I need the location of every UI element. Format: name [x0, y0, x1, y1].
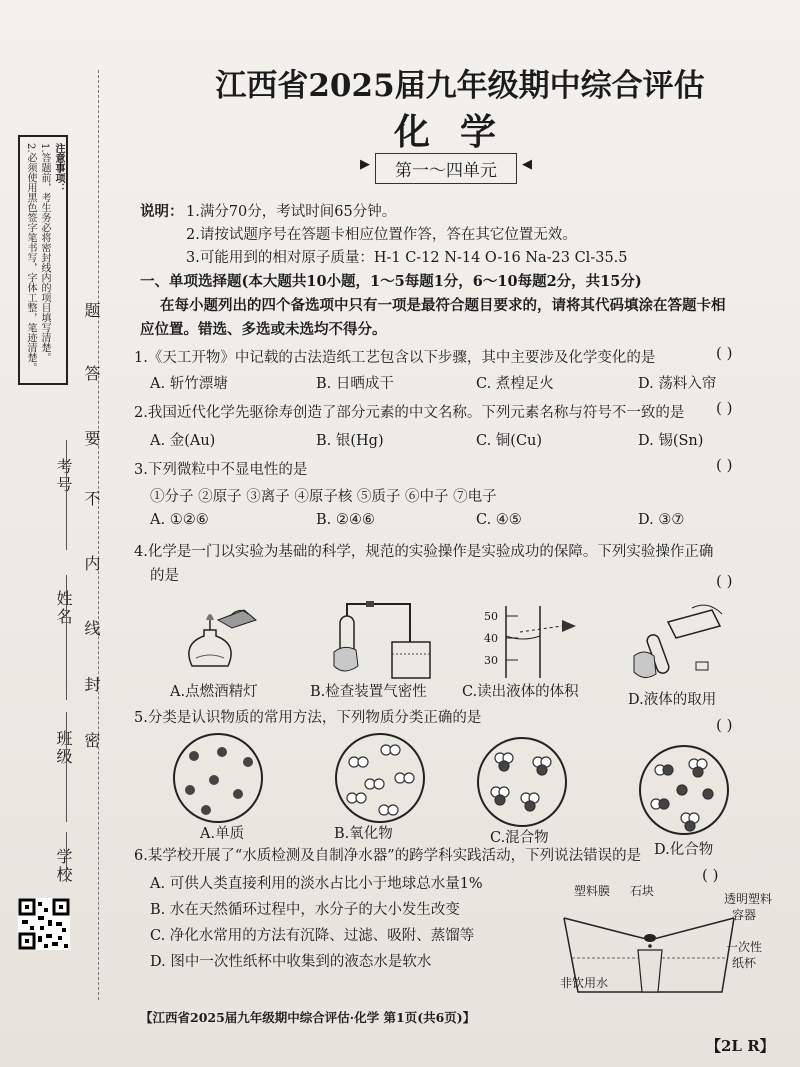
label-container-2: 容器: [732, 908, 757, 922]
label-stone: 石块: [630, 884, 655, 898]
instructions-label: 说明：: [140, 203, 184, 220]
q2-stem: 2.我国近代化学先驱徐寿创造了部分元素的中文名称。下列元素名称与符号不一致的是: [134, 405, 685, 421]
section-heading: 一、单项选择题(本大题共10小题，1～5每题1分，6～10每题2分，共15分): [140, 273, 642, 290]
particle-diagram-d: [638, 744, 730, 836]
fill-line: [66, 712, 67, 822]
label-container-1: 透明塑料: [724, 892, 773, 906]
page-footer: 【江西省2025届九年级期中综合评估·化学 第1页(共6页)】: [140, 1010, 476, 1025]
label-cup-2: 纸杯: [732, 956, 757, 970]
q1-option-a: A. 斩竹漂塘: [150, 376, 228, 392]
field-name: 姓名: [54, 590, 73, 626]
scale-50: 50: [484, 610, 498, 623]
instruction-1: 1.满分70分，考试时间65分钟。: [186, 204, 397, 220]
q2-option-b: B. 银(Hg): [316, 433, 384, 449]
q5-stem: 5.分类是认识物质的常用方法，下列物质分类正确的是: [134, 710, 482, 726]
field-exam-number: 考号: [54, 458, 73, 494]
field-class: 班级: [54, 730, 73, 766]
label-cup-1: 一次性: [726, 940, 763, 954]
q4-caption-b: B.检查装置气密性: [310, 684, 427, 700]
q6-option-d: D. 图中一次性纸杯中收集到的液态水是软水: [150, 954, 432, 970]
q3-items: ①分子 ②原子 ③离子 ④原子核 ⑤质子 ⑥中子 ⑦电子: [150, 489, 497, 505]
seal-char: 答: [82, 365, 101, 383]
q6-option-b: B. 水在天然循环过程中，水分子的大小发生改变: [150, 902, 460, 918]
notice-item-1: 1.答题前，考生务必将密封线内的项目填写清楚。: [39, 143, 50, 363]
liquid-transfer-figure: [632, 604, 732, 686]
seal-char: 线: [82, 620, 101, 638]
q3-option-c: C. ④⑤: [476, 512, 522, 528]
particle-diagram-b: [334, 732, 426, 824]
scale-40: 40: [484, 632, 498, 645]
q6-option-a: A. 可供人类直接利用的淡水占比小于地球总水量1%: [150, 876, 483, 892]
seal-line: [98, 70, 99, 1000]
unit-range: ▶ 第一～四单元 ◀: [375, 153, 517, 184]
q5-caption-d: D.化合物: [654, 842, 714, 858]
q1-option-d: D. 荡料入帘: [638, 376, 717, 392]
label-plastic-film: 塑料膜: [574, 884, 611, 898]
notice-item-2: 2.必须使用黑色签字笔书写，字体工整，笔迹清楚。: [25, 143, 36, 373]
q3-stem: 3.下列微粒中不显电性的是: [134, 462, 308, 478]
answer-paren: ( ): [716, 716, 733, 734]
qr-code-icon: [18, 898, 70, 950]
fill-line: [66, 440, 67, 550]
q2-option-c: C. 铜(Cu): [476, 433, 543, 449]
instruction-2: 2.请按试题序号在答题卡相应位置作答，答在其它位置无效。: [186, 227, 577, 243]
q1-option-b: B. 日晒成干: [316, 376, 394, 392]
seal-char: 不: [82, 490, 101, 508]
exam-content: [120, 0, 800, 1067]
fill-line: [66, 832, 67, 882]
airtightness-figure: [336, 600, 436, 682]
notice-box: [18, 135, 68, 385]
answer-paren: ( ): [716, 456, 733, 474]
q4-stem-2: 的是: [150, 568, 179, 584]
seal-char: 封: [82, 676, 101, 694]
alcohol-lamp-figure: [182, 604, 262, 682]
q1-stem: 1.《天工开物》中记载的古法造纸工艺包含以下步骤，其中主要涉及化学变化的是: [134, 350, 656, 366]
subject-title: 化学: [393, 111, 526, 153]
exam-title: 江西省2025届九年级期中综合评估: [215, 68, 705, 104]
particle-diagram-c: [476, 736, 568, 828]
q1-option-c: C. 煮楻足火: [476, 376, 554, 392]
answer-paren: ( ): [716, 399, 733, 417]
binding-strip: [0, 0, 108, 1067]
q6-stem: 6.某学校开展了“水质检测及自制净水器”的跨学科实践活动，下列说法错误的是: [134, 848, 642, 864]
q4-caption-d: D.液体的取用: [628, 692, 717, 708]
q5-caption-a: A.单质: [200, 826, 245, 842]
label-water: 非饮用水: [560, 976, 609, 990]
q2-option-d: D. 锡(Sn): [638, 433, 704, 449]
section-desc-1: 在每小题列出的四个备选项中只有一项是最符合题目要求的，请将其代码填涂在答题卡相: [160, 297, 726, 314]
q3-option-b: B. ②④⑥: [316, 512, 375, 528]
answer-paren: ( ): [716, 572, 733, 590]
q2-option-a: A. 金(Au): [150, 433, 216, 449]
particle-diagram-a: [172, 732, 264, 824]
instruction-3: 3.可能用到的相对原子质量：H-1 C-12 N-14 O-16 Na-23 Cl-35.5: [186, 250, 628, 266]
q5-caption-c: C.混合物: [490, 830, 549, 846]
q4-caption-a: A.点燃酒精灯: [170, 684, 258, 700]
seal-char: 题: [82, 302, 101, 320]
q6-option-c: C. 净化水常用的方法有沉降、过滤、吸附、蒸馏等: [150, 928, 475, 944]
seal-char: 要: [82, 430, 101, 448]
paper-code: 【2L R】: [706, 1037, 775, 1055]
q5-caption-b: B.氧化物: [334, 826, 393, 842]
q4-stem-1: 4.化学是一门以实验为基础的科学，规范的实验操作是实验成功的保障。下列实验操作正确: [134, 544, 714, 560]
q4-caption-c: C.读出液体的体积: [462, 684, 579, 700]
notice-title: 注意事项：: [53, 143, 64, 193]
seal-char: 密: [82, 732, 101, 750]
answer-paren: ( ): [702, 866, 719, 884]
field-school: 学校: [54, 848, 73, 884]
q3-option-d: D. ③⑦: [638, 512, 685, 528]
scale-30: 30: [484, 654, 498, 667]
fill-line: [66, 575, 67, 700]
answer-paren: ( ): [716, 344, 733, 362]
section-desc-2: 应位置。错选、多选或未选均不得分。: [140, 321, 387, 338]
q3-option-a: A. ①②⑥: [150, 512, 209, 528]
seal-char: 内: [82, 555, 101, 573]
